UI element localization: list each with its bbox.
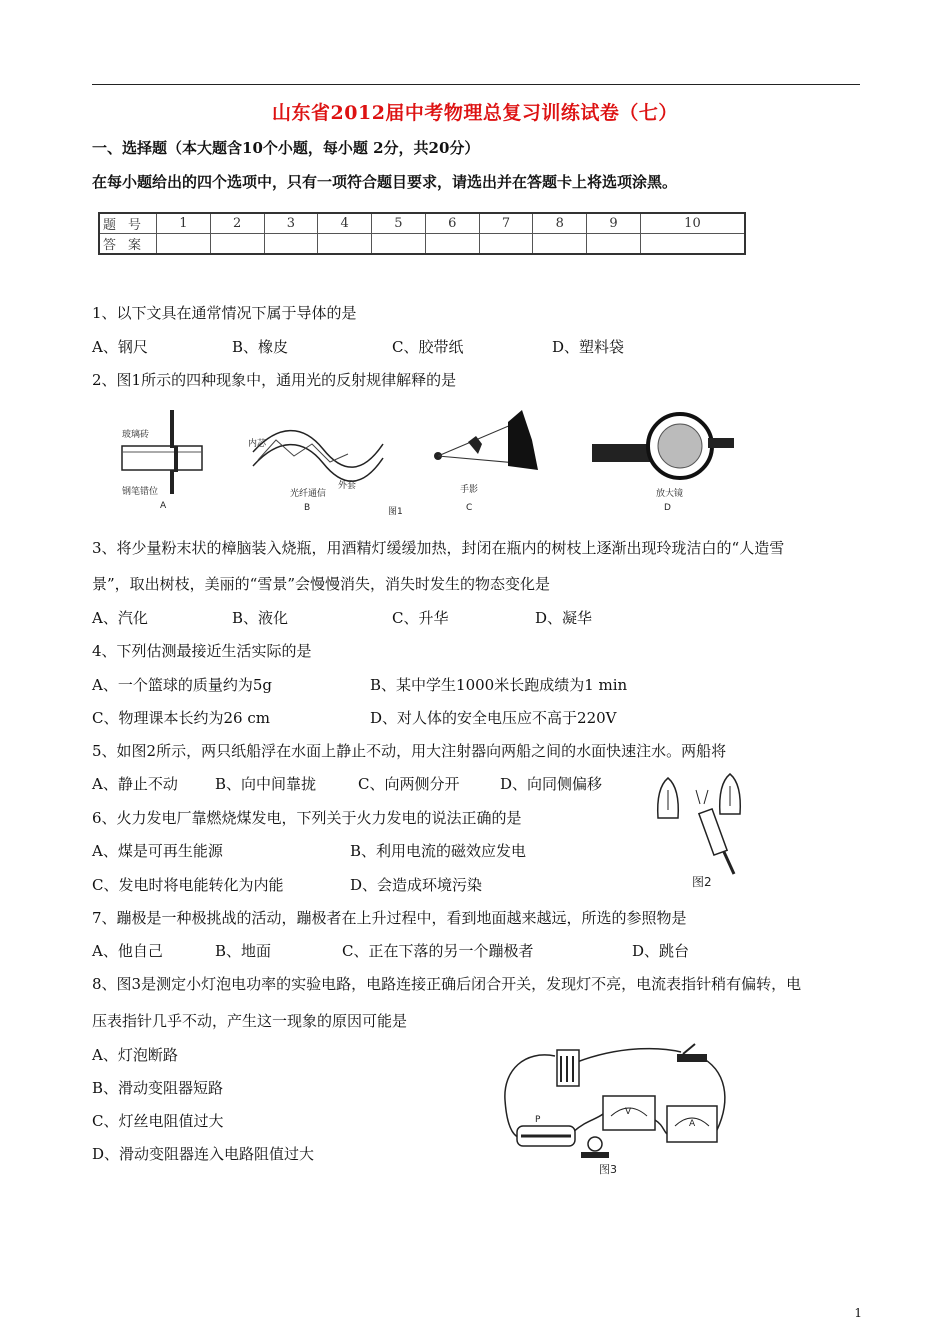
answer-table-number-row [99,213,745,234]
q6-stem: 6、火力发电厂靠燃烧煤发电，下列关于火力发电的说法正确的是 [92,809,522,827]
q6-option-d: D、会造成环境污染 [350,876,483,894]
q3-stem-line1: 3、将少量粉末状的樟脑装入烧瓶，用酒精灯缓缓加热，封闭在瓶内的树枝上逐渐出现玲珑洁白的“人造雪 [92,539,785,557]
q3-stem-line2: 景”，取出树枝，美丽的“雪景”会慢慢消失，消失时发生的物态变化是 [92,575,551,593]
q4-option-b: B、某中学生1000米长跑成绩为1 min [370,676,628,694]
answer-table-number: 5 [372,213,426,234]
q6-option-b: B、利用电流的磁效应发电 [350,842,527,860]
q4-stem: 4、下列估测最接近生活实际的是 [92,642,312,660]
answer-cell[interactable] [479,234,533,255]
fig3-caption: 图3 [599,1163,617,1176]
fig1-c-label: 手影 [460,485,479,495]
q2-stem: 2、图1所示的四种现象中，通用光的反射规律解释的是 [92,371,457,389]
answer-cell[interactable] [587,234,641,255]
q5-stem: 5、如图2所示，两只纸船浮在水面上静止不动，用大注射器向两船之间的水面快速注水。两船将 [92,742,727,760]
fig3-battery [557,1050,579,1086]
answer-cell[interactable] [640,234,745,255]
q7-option-d: D、跳台 [632,942,690,960]
answer-table-answer-row [99,234,745,255]
answer-table-row2-label: 答案 [99,234,157,255]
page-number: 1 [854,1306,862,1320]
fig1-caption: 图1 [388,507,403,517]
q4-option-a: A、一个篮球的质量约为5g [92,676,272,694]
fig1-a-label2: 钢笔错位 [122,487,159,497]
answer-table-row1-label: 题号 [99,213,157,234]
q1-option-b: B、橡皮 [232,338,289,356]
q7-stem: 7、蹦极是一种极挑战的活动，蹦极者在上升过程中，看到地面越来越远，所选的参照物是 [92,909,687,927]
fig3-v-label: V [625,1107,632,1117]
figure-1 [108,404,748,518]
fig2-right-boat [720,774,741,814]
fig3-bulb [581,1137,609,1158]
answer-cell[interactable] [372,234,426,255]
answer-cell[interactable] [318,234,372,255]
fig1-d-magnifier [592,414,734,513]
q8-stem-line1: 8、图3是测定小灯泡电功率的实验电路，电路连接正确后闭合开关，发现灯不亮，电流表指针稍有偏转，电 [92,975,802,993]
q8-stem-line2: 压表指针几乎不动，产生这一现象的原因可能是 [92,1012,408,1030]
answer-table-number: 8 [533,213,587,234]
fig3-p-label: P [535,1115,541,1125]
fig3-ammeter [667,1106,717,1142]
fig1-a-glass-brick [122,410,202,511]
answer-table-number: 3 [264,213,318,234]
fig1-d-letter: D [664,503,671,513]
answer-table-number: 10 [640,213,745,234]
fig1-c-letter: C [466,503,473,513]
fig1-b-label3: 光纤通信 [290,489,327,499]
answer-cell[interactable] [264,234,318,255]
q6-option-a: A、煤是可再生能源 [92,842,223,860]
fig2-left-boat [658,778,679,818]
answer-cell[interactable] [425,234,479,255]
q1-option-a: A、钢尺 [92,338,148,356]
section-heading: 一、选择题（本大题含10个小题，每小题 2分，共20分） [92,139,480,157]
fig3-rheostat [517,1115,575,1146]
fig3-wire-top [577,1049,681,1062]
fig3-switch [677,1044,707,1062]
figure-2 [648,770,758,894]
answer-table-number: 4 [318,213,372,234]
page-title: 山东省2012届中考物理总复习训练试卷（七） [272,102,678,124]
q8-option-a: A、灯泡断路 [92,1046,178,1064]
q4-option-d: D、对人体的安全电压应不高于220V [370,709,617,727]
figure-3 [495,1040,735,1178]
fig3-a-label: A [689,1119,696,1129]
answer-table-number: 9 [587,213,641,234]
q8-option-d: D、滑动变阻器连入电路阻值过大 [92,1145,315,1163]
answer-cell[interactable] [533,234,587,255]
q7-option-b: B、地面 [215,942,272,960]
answer-table-number: 2 [210,213,264,234]
q3-option-a: A、汽化 [92,609,148,627]
fig1-a-letter: A [160,501,167,511]
q1-stem: 1、以下文具在通常情况下属于导体的是 [92,304,357,322]
q6-option-c: C、发电时将电能转化为内能 [92,876,284,894]
answer-cell[interactable] [157,234,211,255]
q5-option-b: B、向中间靠拢 [215,775,317,793]
q5-option-c: C、向两侧分开 [358,775,460,793]
fig1-b-letter: B [304,503,311,513]
q4-option-c: C、物理课本长约为26 cm [92,709,270,727]
q7-option-c: C、正在下落的另一个蹦极者 [342,942,534,960]
answer-table-number: 6 [425,213,479,234]
fig1-c-hand-shadow [434,410,538,513]
q3-option-b: B、液化 [232,609,289,627]
fig1-a-label1: 玻璃砖 [122,430,150,440]
q8-option-c: C、灯丝电阻值过大 [92,1112,224,1130]
top-rule [92,84,860,85]
answer-table [98,212,746,255]
answer-cell[interactable] [210,234,264,255]
q1-option-c: C、胶带纸 [392,338,464,356]
q8-option-b: B、滑动变阻器短路 [92,1079,224,1097]
answer-table-number: 7 [479,213,533,234]
q5-option-a: A、静止不动 [92,775,178,793]
section-instruction: 在每小题给出的四个选项中，只有一项符合题目要求，请选出并在答题卡上将选项涂黑。 [92,173,678,191]
fig3-voltmeter [603,1096,655,1130]
fig1-b-label2: 外套 [338,481,357,491]
fig1-b-optical-fiber [248,431,383,513]
fig2-caption: 图2 [692,875,712,889]
q1-option-d: D、塑料袋 [552,338,625,356]
fig1-b-label1: 内芯 [248,439,267,449]
q3-option-c: C、升华 [392,609,449,627]
answer-table-number: 1 [157,213,211,234]
q3-option-d: D、凝华 [535,609,593,627]
fig1-d-label: 放大镜 [656,489,684,499]
q7-option-a: A、他自己 [92,942,163,960]
q5-option-d: D、向同侧偏移 [500,775,603,793]
